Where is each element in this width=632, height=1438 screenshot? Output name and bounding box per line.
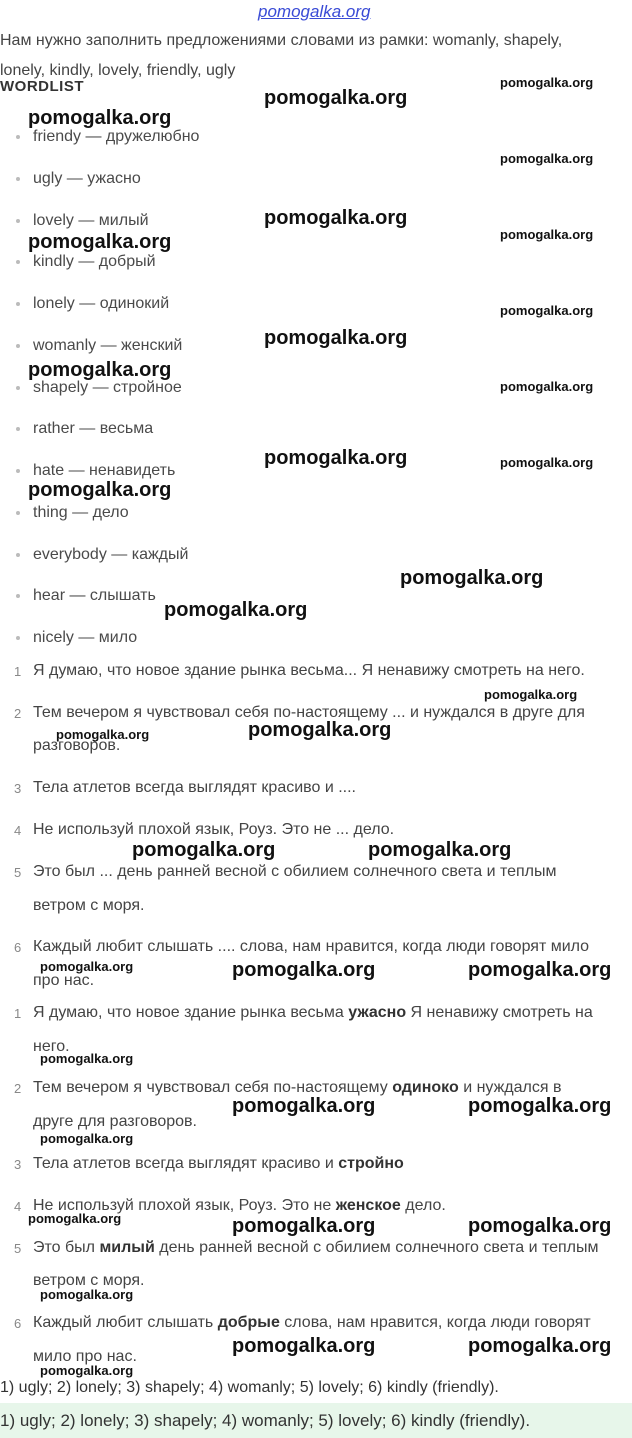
watermark: pomogalka.org	[468, 1215, 612, 1237]
watermark: pomogalka.org	[264, 447, 408, 469]
bullet-icon	[16, 302, 20, 306]
answer-sentence-2-cont: друге для разговоров.	[33, 1113, 197, 1130]
watermark: pomogalka.org	[56, 727, 150, 742]
list-item: hate — ненавидеть	[16, 462, 175, 480]
answer-sentence-1: Я думаю, что новое здание рынка весьма ужасно Я ненавижу смотреть на	[33, 1004, 593, 1021]
watermark: pomogalka.org	[28, 359, 172, 381]
intro-text-cut: lonely, kindly, lovely, friendly, ugly	[0, 62, 236, 79]
task-sentence-1: Я думаю, что новое здание рынка весьма... Я ненавижу смотреть на него.	[33, 662, 585, 679]
watermark: pomogalka.org	[232, 1215, 376, 1237]
watermark: pomogalka.org	[468, 1335, 612, 1357]
list-item: friendy — дружелюбно	[16, 128, 199, 146]
watermark: pomogalka.org	[28, 107, 172, 129]
answer-summary: 1) ugly; 2) lonely; 3) shapely; 4) womanly; 5) lovely; 6) kindly (friendly).	[0, 1379, 499, 1396]
watermark: pomogalka.org	[248, 719, 392, 741]
item-number: 1	[14, 664, 22, 679]
intro-text: Нам нужно заполнить предложениями словами из рамки: womanly, shapely,	[0, 32, 563, 49]
wordlist-title: WORDLIST	[0, 78, 84, 95]
site-logo[interactable]: pomogalka.org	[258, 2, 371, 21]
bullet-icon	[16, 344, 20, 348]
list-item: lovely — милый	[16, 212, 149, 230]
task-sentence-3: Тела атлетов всегда выглядят красиво и ....	[33, 779, 356, 796]
watermark: pomogalka.org	[232, 959, 376, 981]
list-item: shapely — стройное	[16, 379, 182, 397]
item-number: 3	[14, 781, 22, 796]
answer-sentence-6-cont: мило про нас.	[33, 1348, 137, 1365]
answer-sentence-2: Тем вечером я чувствовал себя по-настоящему одиноко и нуждался в	[33, 1079, 562, 1096]
item-number: 6	[14, 940, 22, 955]
answer-word: ужасно	[348, 1004, 407, 1021]
watermark: pomogalka.org	[368, 839, 512, 861]
task-sentence-2: Тем вечером я чувствовал себя по-настоящему ... и нуждался в друге для	[33, 704, 585, 721]
item-number: 3	[14, 1157, 22, 1172]
watermark: pomogalka.org	[500, 75, 594, 90]
watermark: pomogalka.org	[264, 327, 408, 349]
bullet-icon	[16, 427, 20, 431]
bullet-icon	[16, 219, 20, 223]
item-number: 1	[14, 1006, 22, 1021]
answer-sentence-5-cont: ветром с моря.	[33, 1272, 145, 1289]
list-item: ugly — ужасно	[16, 170, 141, 188]
list-item: thing — дело	[16, 504, 129, 522]
watermark: pomogalka.org	[132, 839, 276, 861]
task-sentence-4: Не используй плохой язык, Роуз. Это не ... дело.	[33, 821, 395, 838]
item-number: 4	[14, 1199, 22, 1214]
watermark: pomogalka.org	[500, 455, 594, 470]
watermark: pomogalka.org	[232, 1335, 376, 1357]
watermark: pomogalka.org	[264, 207, 408, 229]
answer-word: женское	[335, 1197, 401, 1214]
item-number: 5	[14, 865, 22, 880]
task-sentence-6-cont: про нас.	[33, 972, 95, 989]
watermark: pomogalka.org	[484, 687, 578, 702]
watermark: pomogalka.org	[28, 479, 172, 501]
list-item: rather — весьма	[16, 420, 153, 438]
watermark: pomogalka.org	[468, 959, 612, 981]
task-sentence-5: Это был ... день ранней весной с обилием солнечного света и теплым	[33, 863, 557, 880]
bullet-icon	[16, 386, 20, 390]
task-sentence-6: Каждый любит слышать .... слова, нам нравится, когда люди говорят мило	[33, 938, 590, 955]
list-item: lonely — одинокий	[16, 295, 169, 313]
list-item: womanly — женский	[16, 337, 182, 355]
answer-sentence-3: Тела атлетов всегда выглядят красиво и стройно	[33, 1155, 404, 1172]
item-number: 2	[14, 706, 22, 721]
watermark: pomogalka.org	[500, 227, 594, 242]
bullet-icon	[16, 594, 20, 598]
list-item: kindly — добрый	[16, 253, 156, 271]
task-sentence-5-cont: ветром с моря.	[33, 897, 145, 914]
answer-summary-boxed: 1) ugly; 2) lonely; 3) shapely; 4) womanly; 5) lovely; 6) kindly (friendly).	[0, 1411, 531, 1430]
watermark: pomogalka.org	[40, 1287, 134, 1302]
watermark: pomogalka.org	[232, 1095, 376, 1117]
answer-sentence-5: Это был милый день ранней весной с обилием солнечного света и теплым	[33, 1239, 599, 1256]
bullet-icon	[16, 553, 20, 557]
list-item: nicely — мило	[16, 629, 137, 647]
watermark: pomogalka.org	[164, 599, 308, 621]
watermark: pomogalka.org	[500, 379, 594, 394]
watermark: pomogalka.org	[400, 567, 544, 589]
item-number: 4	[14, 823, 22, 838]
watermark: pomogalka.org	[500, 303, 594, 318]
answer-sentence-6: Каждый любит слышать добрые слова, нам нравится, когда люди говорят	[33, 1314, 591, 1331]
bullet-icon	[16, 177, 20, 181]
answer-word: стройно	[338, 1155, 404, 1172]
watermark: pomogalka.org	[500, 151, 594, 166]
watermark: pomogalka.org	[468, 1095, 612, 1117]
list-item: hear — слышать	[16, 587, 156, 605]
watermark: pomogalka.org	[40, 1131, 134, 1146]
bullet-icon	[16, 260, 20, 264]
bullet-icon	[16, 469, 20, 473]
item-number: 6	[14, 1316, 22, 1331]
answer-sentence-4: Не используй плохой язык, Роуз. Это не женское дело.	[33, 1197, 446, 1214]
watermark: pomogalka.org	[40, 1051, 134, 1066]
item-number: 2	[14, 1081, 22, 1096]
list-item: everybody — каждый	[16, 546, 188, 564]
watermark: pomogalka.org	[40, 959, 134, 974]
answer-word: добрые	[217, 1314, 280, 1331]
watermark: pomogalka.org	[40, 1363, 134, 1378]
answer-word: одиноко	[392, 1079, 459, 1096]
watermark: pomogalka.org	[28, 231, 172, 253]
watermark: pomogalka.org	[28, 1211, 122, 1226]
answer-word: милый	[99, 1239, 155, 1256]
bullet-icon	[16, 135, 20, 139]
task-sentence-2-cont: разговоров.	[33, 737, 121, 754]
watermark: pomogalka.org	[264, 87, 408, 109]
bullet-icon	[16, 636, 20, 640]
item-number: 5	[14, 1241, 22, 1256]
answer-sentence-1-cont: него.	[33, 1038, 70, 1055]
bullet-icon	[16, 511, 20, 515]
